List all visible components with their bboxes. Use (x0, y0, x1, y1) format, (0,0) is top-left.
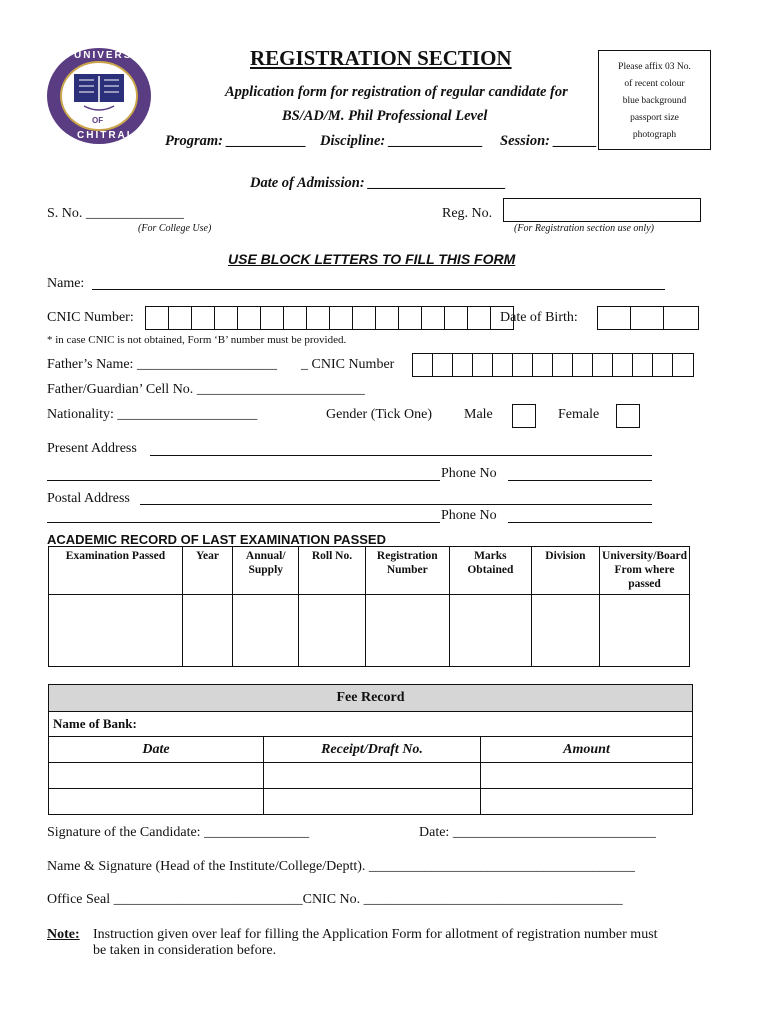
table-cell[interactable] (264, 789, 481, 815)
col-exam-passed: Examination Passed (49, 547, 183, 595)
table-cell[interactable] (299, 595, 365, 667)
female-checkbox[interactable] (616, 404, 640, 428)
program-field[interactable]: Program: ___________ (165, 133, 307, 149)
photo-box-line: Please affix 03 No. (618, 62, 691, 72)
present-address-line1[interactable] (150, 455, 652, 456)
table-cell[interactable] (531, 595, 599, 667)
head-signature-field[interactable]: Name & Signature (Head of the Institute/College/Deptt). ______________________________________ (47, 859, 635, 874)
reg-number-label: Reg. No. (442, 206, 493, 221)
logo-text-mid: OF (92, 116, 104, 125)
table-cell[interactable] (49, 789, 264, 815)
bank-name-field[interactable]: Name of Bank: (49, 712, 693, 737)
col-university-board: University/Board From where passed (600, 547, 690, 595)
discipline-field[interactable]: Discipline: _____________ (320, 133, 484, 149)
signature-date-field[interactable]: Date: _____________________________ (419, 825, 656, 840)
col-registration-number: Registration Number (365, 547, 449, 595)
gender-label: Gender (Tick One) (326, 407, 433, 422)
present-address-label: Present Address (47, 441, 137, 456)
dob-boxes[interactable] (597, 306, 699, 330)
block-letters-instruction: USE BLOCK LETTERS TO FILL THIS FORM (228, 251, 516, 267)
table-cell[interactable] (365, 595, 449, 667)
office-seal-cnic-field[interactable]: Office Seal ___________________________CNIC No. _____________________________________ (47, 892, 623, 907)
present-phone-line[interactable] (508, 480, 652, 481)
cnic-note: * in case CNIC is not obtained, Form ‘B’ number must be provided. (47, 334, 347, 346)
col-division: Division (531, 547, 599, 595)
col-year: Year (182, 547, 232, 595)
table-cell[interactable] (182, 595, 232, 667)
guardian-cell-field[interactable]: Father/Guardian’ Cell No. ________________________ (47, 382, 365, 397)
father-name-field[interactable]: Father’s Name: ____________________ (47, 357, 277, 372)
serial-number-note: (For College Use) (138, 223, 212, 234)
fee-record-heading: Fee Record (49, 685, 693, 712)
col-marks-obtained: Marks Obtained (449, 547, 531, 595)
present-address-line2[interactable] (47, 480, 440, 481)
note-label: Note: (47, 927, 80, 942)
postal-phone-label: Phone No (441, 508, 497, 523)
postal-address-line1[interactable] (140, 504, 652, 505)
photo-box-line: blue background (622, 96, 687, 106)
nationality-field[interactable]: Nationality: ____________________ (47, 407, 258, 422)
table-cell[interactable] (49, 595, 183, 667)
reg-number-box[interactable] (503, 198, 701, 222)
page-title: REGISTRATION SECTION (250, 46, 512, 70)
male-checkbox[interactable] (512, 404, 536, 428)
col-annual-supply: Annual/ Supply (233, 547, 299, 595)
logo-text-bottom: CHITRAL (77, 130, 135, 141)
academic-record-table (48, 546, 690, 667)
reg-number-note: (For Registration section use only) (514, 223, 654, 234)
subtitle-line2: BS/AD/M. Phil Professional Level (282, 108, 488, 124)
note-line2: be taken in consideration before. (93, 943, 277, 958)
table-cell[interactable] (449, 595, 531, 667)
fee-col-date: Date (49, 737, 264, 763)
fee-col-amount: Amount (481, 737, 693, 763)
table-cell[interactable] (600, 595, 690, 667)
col-roll-no: Roll No. (299, 547, 365, 595)
father-cnic-boxes[interactable] (412, 353, 694, 377)
table-cell[interactable] (49, 763, 264, 789)
table-cell[interactable] (233, 595, 299, 667)
cnic-boxes[interactable] (145, 306, 514, 330)
university-logo (44, 46, 154, 146)
admission-date-field[interactable]: Date of Admission: ___________________ (250, 175, 507, 191)
postal-phone-line[interactable] (508, 522, 652, 523)
note-line1: Instruction given over leaf for filling the Application Form for allotment of registration number must (93, 927, 658, 942)
father-cnic-label: _ CNIC Number (301, 357, 395, 372)
serial-number-field[interactable]: S. No. ______________ (47, 206, 184, 221)
fee-record-table (48, 684, 693, 815)
dob-label: Date of Birth: (500, 310, 578, 325)
photo-box-line: photograph (632, 130, 677, 140)
present-phone-label: Phone No (441, 466, 497, 481)
logo-text-top: UNIVERSITY (74, 50, 155, 61)
postal-address-line2[interactable] (47, 522, 440, 523)
table-cell[interactable] (481, 789, 693, 815)
photo-box-line: of recent colour (624, 79, 685, 89)
photo-box-line: passport size (630, 113, 679, 123)
female-label: Female (558, 407, 600, 422)
fee-col-receipt: Receipt/Draft No. (264, 737, 481, 763)
subtitle-line1: Application form for registration of regular candidate for (225, 84, 568, 100)
name-label: Name: (47, 276, 85, 291)
candidate-signature-field[interactable]: Signature of the Candidate: _______________ (47, 825, 310, 840)
table-cell[interactable] (264, 763, 481, 789)
male-label: Male (464, 407, 493, 422)
session-field[interactable]: Session: ______ (500, 133, 598, 149)
name-input-line[interactable] (92, 289, 665, 290)
photo-box[interactable] (598, 50, 711, 150)
table-cell[interactable] (481, 763, 693, 789)
academic-record-heading: ACADEMIC RECORD OF LAST EXAMINATION PASSED (47, 532, 386, 547)
cnic-label: CNIC Number: (47, 310, 134, 325)
postal-address-label: Postal Address (47, 491, 130, 506)
